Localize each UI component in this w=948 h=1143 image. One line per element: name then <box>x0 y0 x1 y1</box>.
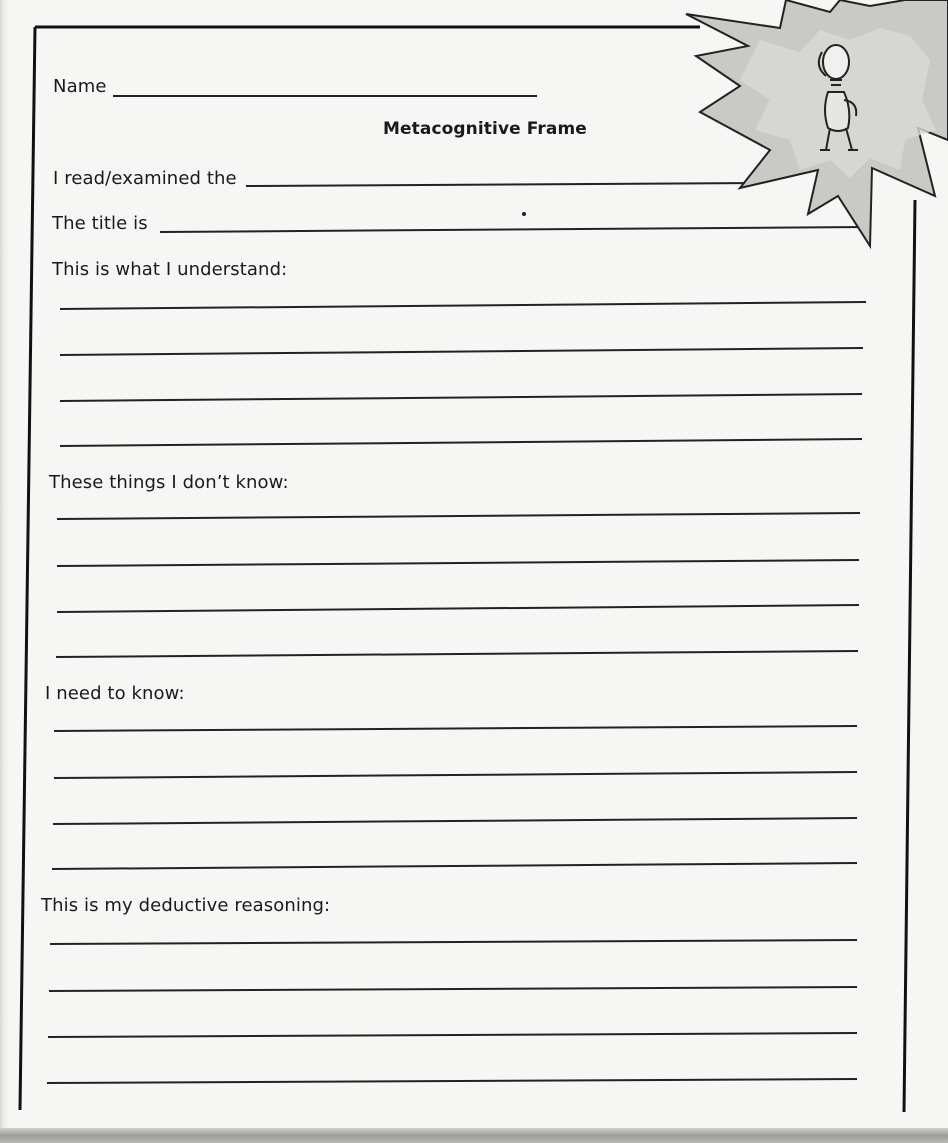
section-reasoning-label: This is my deductive reasoning: <box>41 895 331 916</box>
need-to-know-lines <box>52 726 857 869</box>
section-dont-know-label: These things I don’t know: <box>49 472 289 493</box>
read-examined-label: I read/examined the <box>53 168 237 189</box>
title-is-label: The title is <box>52 213 148 234</box>
section-understand-label: This is what I understand: <box>52 259 288 280</box>
dont-know-lines <box>56 513 860 657</box>
section-need-to-know-label: I need to know: <box>45 683 185 704</box>
starburst-decoration <box>686 0 948 246</box>
page-border <box>20 27 915 1112</box>
ink-speck <box>522 212 526 216</box>
name-label: Name <box>53 76 107 97</box>
read-line <box>246 183 760 186</box>
title-line <box>160 227 866 232</box>
reasoning-lines <box>47 940 857 1083</box>
page-title: Metacognitive Frame <box>383 119 587 139</box>
understand-lines <box>60 302 866 446</box>
